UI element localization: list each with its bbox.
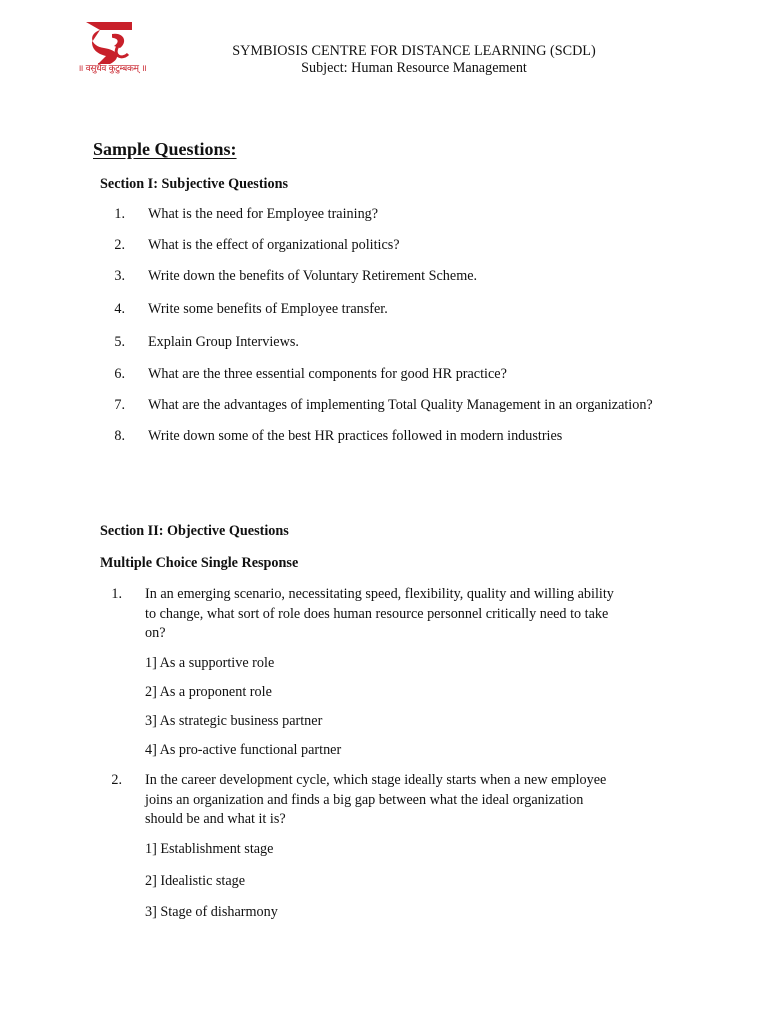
list-item: What is the need for Employee training? xyxy=(148,206,379,222)
list-item: Write down the benefits of Voluntary Retirement Scheme. xyxy=(148,268,478,284)
mcq-question-line: In an emerging scenario, necessitating speed, flexibility, quality and willing ability xyxy=(145,586,614,602)
question-number: 3. xyxy=(114,268,125,284)
mcq-question-line: to change, what sort of role does human resource personnel critically need to take xyxy=(145,605,609,622)
list-item: What are the three essential components for good HR practice? xyxy=(148,366,507,382)
section-1-heading: Section I: Subjective Questions xyxy=(100,176,288,192)
subject-line: Subject: Human Resource Management xyxy=(301,60,527,76)
question-number: 2. xyxy=(114,237,125,253)
question-number: 4. xyxy=(114,301,125,317)
mcq-option: 2] Idealistic stage xyxy=(145,873,246,889)
mcq-question-line: on? xyxy=(145,625,166,642)
question-number: 1. xyxy=(114,206,125,222)
list-item: Explain Group Interviews. xyxy=(148,334,299,350)
list-item: Write some benefits of Employee transfer. xyxy=(148,301,388,317)
mcq-question xyxy=(145,771,675,830)
mcq-question-line: In the career development cycle, which stage ideally starts when a new employee xyxy=(145,772,607,788)
mcq-option: 3] As strategic business partner xyxy=(145,713,323,729)
list-item: What are the advantages of implementing Total Quality Management in an organization? xyxy=(148,397,653,413)
mcq-subheading: Multiple Choice Single Response xyxy=(100,555,299,571)
page-title: Sample Questions: xyxy=(93,139,237,159)
question-number: 5. xyxy=(114,334,125,350)
mcq-question-line: joins an organization and finds a big gap between what the ideal organization xyxy=(145,791,584,808)
mcq-option: 1] Establishment stage xyxy=(145,841,274,857)
mcq-option: 2] As a proponent role xyxy=(145,684,272,700)
logo-motto: ॥ वसुधैव कुटुम्बकम् ॥ xyxy=(78,64,147,74)
section-2-heading: Section II: Objective Questions xyxy=(100,523,289,539)
mcq-number: 1. xyxy=(111,586,122,602)
mcq-question xyxy=(145,585,675,644)
question-number: 8. xyxy=(114,428,125,444)
mcq-question-line: should be and what it is? xyxy=(145,811,286,828)
question-number: 7. xyxy=(114,397,125,413)
list-item: What is the effect of organizational politics? xyxy=(148,237,400,253)
mcq-number: 2. xyxy=(111,772,122,788)
mcq-option: 4] As pro-active functional partner xyxy=(145,742,342,758)
question-number: 6. xyxy=(114,366,125,382)
institute-name: SYMBIOSIS CENTRE FOR DISTANCE LEARNING (SCDL) xyxy=(232,43,596,59)
mcq-option: 1] As a supportive role xyxy=(145,655,275,671)
list-item: Write down some of the best HR practices followed in modern industries xyxy=(148,428,563,444)
mcq-option: 3] Stage of disharmony xyxy=(145,904,278,920)
